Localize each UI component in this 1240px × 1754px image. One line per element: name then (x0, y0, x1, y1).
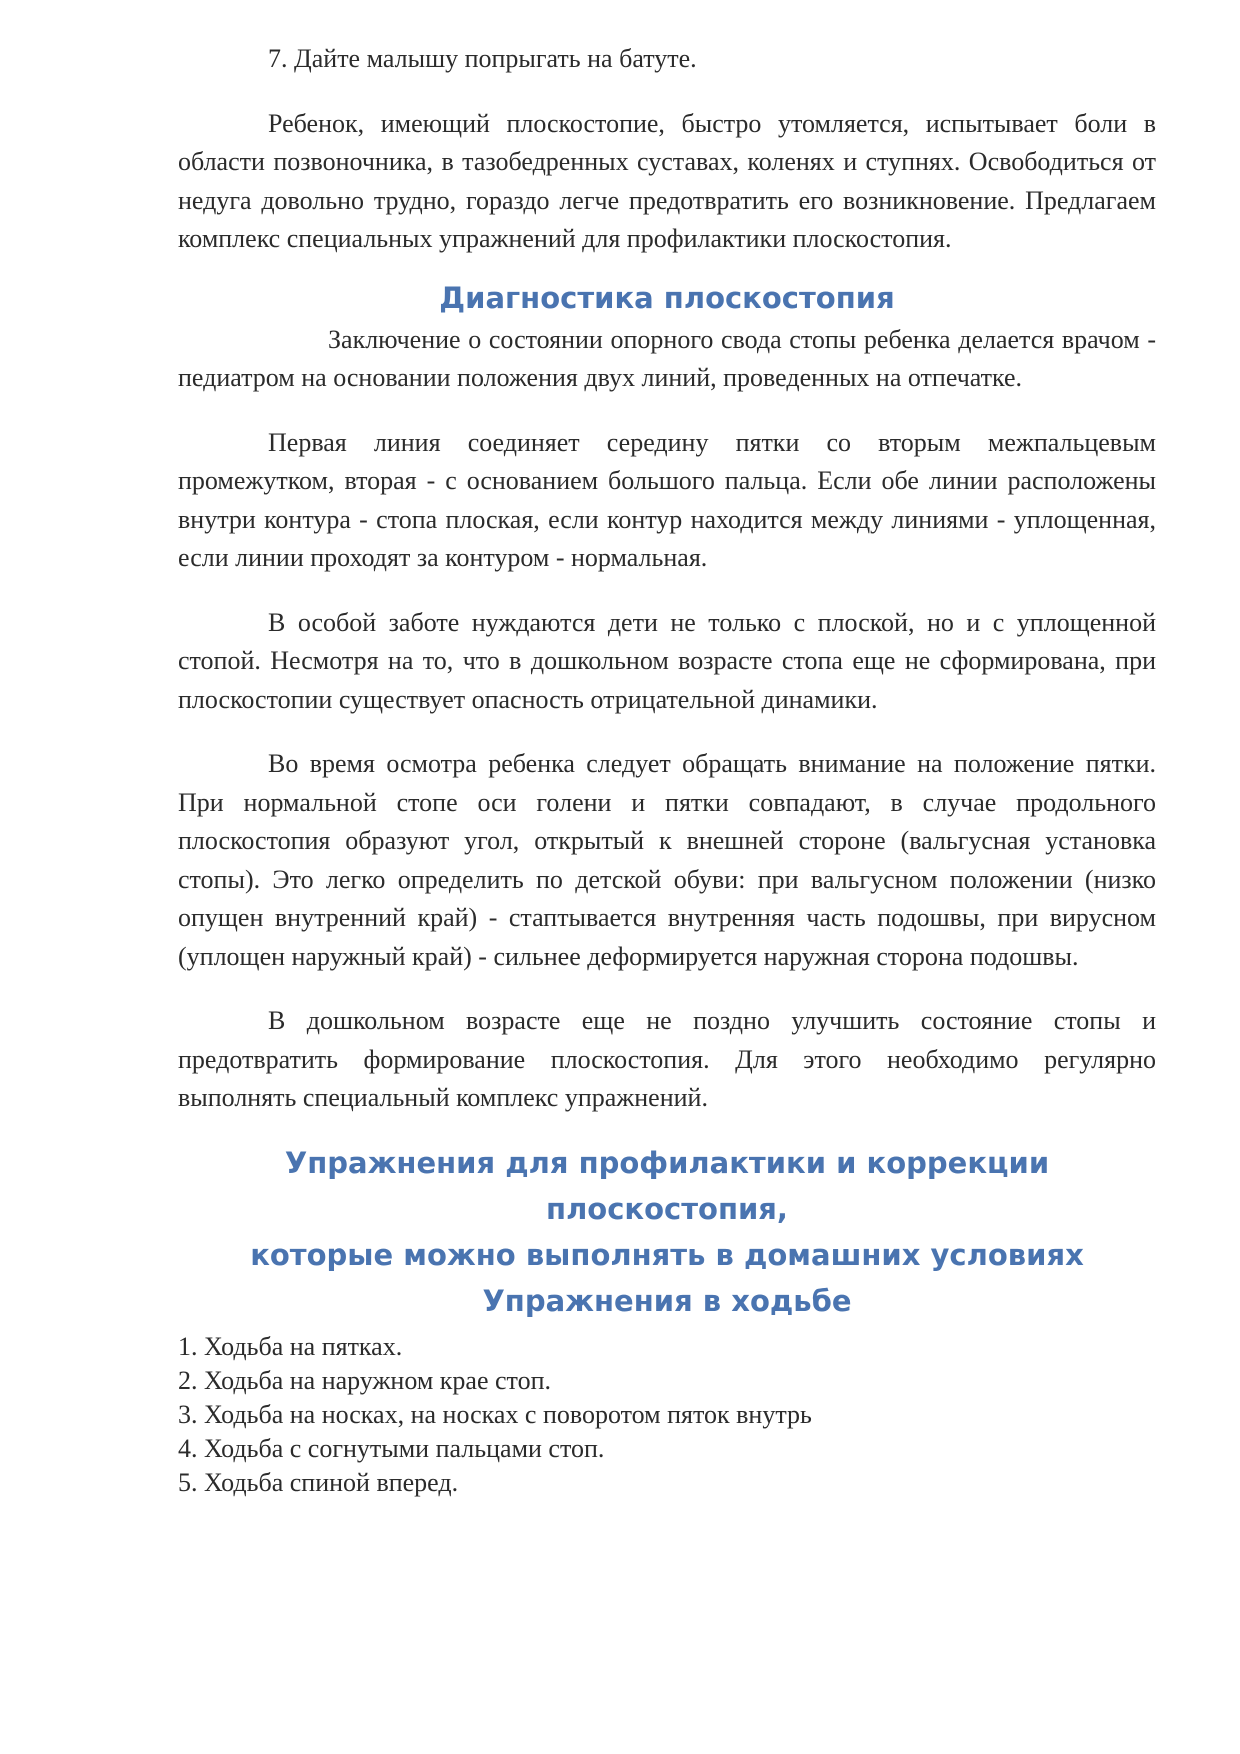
walking-exercises-list (178, 1330, 1156, 1500)
walking-heading: Упражнения в ходьбе (482, 1283, 852, 1318)
exercises-heading-line2: которые можно выполнять в домашних условиях (250, 1237, 1084, 1272)
diagnostics-paragraph-prevention: В дошкольном возрасте еще не поздно улучшить состояние стопы и предотвратить формирование плоскостопия. Для этого необходимо регулярно выполнять специальный комплекс упражнений. (178, 1006, 1156, 1112)
list-item: 1. Ходьба на пятках. (178, 1331, 403, 1361)
list-item: 2. Ходьба на наружном крае стоп. (178, 1365, 551, 1395)
list-item-trampoline: 7. Дайте малышу попрыгать на батуте. (268, 44, 697, 73)
diagnostics-heading: Диагностика плоскостопия (439, 280, 895, 315)
diagnostics-paragraph-conclusion: Заключение о состоянии опорного свода стопы ребенка делается врачом - педиатром на основании положения двух линий, проведенных на отпечатке. (178, 324, 1156, 392)
exercises-heading-line1: Упражнения для профилактики и коррекции плоскостопия, (284, 1145, 1050, 1226)
diagnostics-paragraph-care: В особой заботе нуждаются дети не только с плоской, но и с уплощенной стопой. Несмотря на то, что в дошкольном возрасте стопа еще не сформирована, при плоскостопии существует опасность отрицательной динамики. (178, 607, 1156, 714)
list-item: 5. Ходьба спиной вперед. (178, 1467, 459, 1497)
diagnostics-paragraph-examination: Во время осмотра ребенка следует обращать внимание на положение пятки. При нормальной стопе оси голени и пятки совпадают, в случае продольного плоскостопия образуют угол, открытый к внешней стороне (вальгусная установка стопы). Это легко определить по детской обуви: при вальгусном положении (низко опущен внутренний край) - стаптывается внутренняя часть подошвы, при вирусном (уплощен наружный край) - сильнее деформируется наружная сторона подошвы. (178, 749, 1156, 971)
list-item: 4. Ходьба с согнутыми пальцами стоп. (178, 1433, 605, 1463)
list-item: 3. Ходьба на носках, на носках с поворотом пяток внутрь (178, 1399, 812, 1429)
diagnostics-paragraph-lines: Первая линия соединяет середину пятки со вторым межпальцевым промежутком, вторая - с основанием большого пальца. Если обе линии расположены внутри контура - стопа плоская, если контур находится между линиями - уплощенная, если линии проходят за контуром - нормальная. (178, 427, 1156, 572)
intro-paragraph: Ребенок, имеющий плоскостопие, быстро утомляется, испытывает боли в области позвоночника, в тазобедренных суставах, коленях и ступнях. Освободиться от недуга довольно трудно, гораздо легче предотвратить его возникновение. Предлагаем комплекс специальных упражнений для профилактики плоскостопия. (178, 108, 1156, 253)
document-page (178, 40, 1156, 1500)
